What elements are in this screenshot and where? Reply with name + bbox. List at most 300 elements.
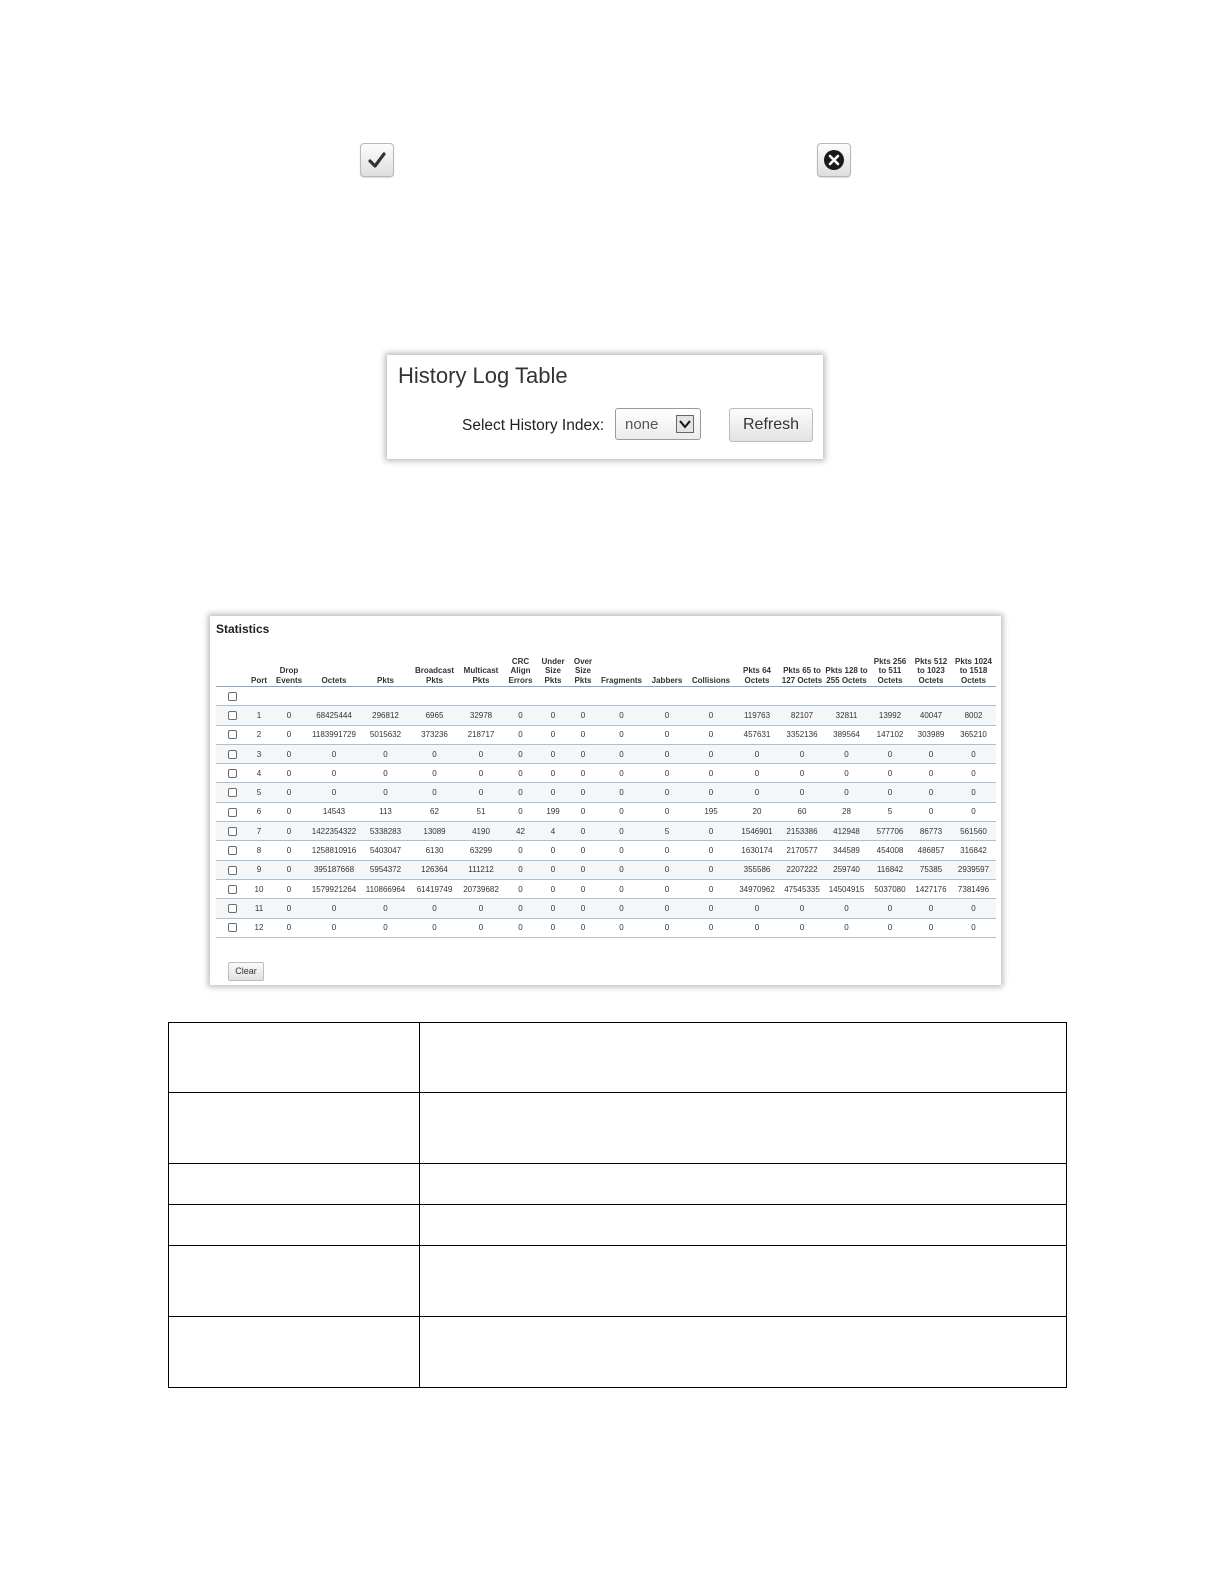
table-cell: 5 bbox=[646, 822, 688, 841]
table-cell: 0 bbox=[646, 706, 688, 725]
table-cell: 0 bbox=[951, 764, 996, 783]
table-cell: 2 bbox=[248, 725, 270, 744]
table-row bbox=[216, 860, 996, 879]
refresh-button[interactable]: Refresh bbox=[729, 408, 813, 442]
table-row bbox=[216, 744, 996, 763]
table-cell: 0 bbox=[504, 899, 537, 918]
table-cell: 0 bbox=[911, 764, 951, 783]
table-cell: 0 bbox=[308, 899, 360, 918]
column-header: Broadcast Pkts bbox=[411, 644, 458, 687]
table-row bbox=[216, 706, 996, 725]
row-checkbox[interactable] bbox=[228, 730, 237, 739]
table-cell: 0 bbox=[504, 744, 537, 763]
table-cell: 13089 bbox=[411, 822, 458, 841]
table-cell: 0 bbox=[569, 802, 597, 821]
close-circle-icon bbox=[823, 149, 845, 171]
table-cell: 0 bbox=[360, 783, 411, 802]
table-cell: 0 bbox=[734, 744, 780, 763]
table-cell: 82107 bbox=[780, 706, 824, 725]
table-cell: 0 bbox=[308, 764, 360, 783]
table-row bbox=[216, 687, 996, 706]
description-row bbox=[169, 1205, 1067, 1246]
table-cell: 0 bbox=[458, 744, 504, 763]
row-select-cell bbox=[216, 822, 248, 841]
table-cell: 0 bbox=[597, 822, 646, 841]
table-cell: 0 bbox=[646, 764, 688, 783]
table-cell: 0 bbox=[504, 879, 537, 898]
table-cell: 111212 bbox=[458, 860, 504, 879]
table-cell: 0 bbox=[646, 725, 688, 744]
table-cell: 0 bbox=[688, 783, 734, 802]
row-checkbox[interactable] bbox=[228, 923, 237, 932]
table-cell: 486857 bbox=[911, 841, 951, 860]
description-table bbox=[168, 1022, 1067, 1388]
table-cell: 9 bbox=[248, 860, 270, 879]
statistics-table bbox=[216, 644, 996, 938]
table-cell bbox=[308, 687, 360, 706]
table-cell: 0 bbox=[824, 918, 869, 937]
table-cell: 0 bbox=[537, 841, 569, 860]
table-cell: 0 bbox=[569, 725, 597, 744]
table-cell: 0 bbox=[270, 822, 308, 841]
row-select-cell bbox=[216, 744, 248, 763]
table-cell: 0 bbox=[569, 822, 597, 841]
table-cell: 0 bbox=[504, 841, 537, 860]
table-cell: 0 bbox=[911, 802, 951, 821]
row-checkbox[interactable] bbox=[228, 788, 237, 797]
chevron-down-icon[interactable] bbox=[676, 415, 694, 433]
table-cell: 0 bbox=[270, 841, 308, 860]
description-term-cell bbox=[169, 1246, 420, 1317]
table-cell: 4190 bbox=[458, 822, 504, 841]
description-text-cell bbox=[420, 1093, 1067, 1164]
table-cell: 0 bbox=[360, 899, 411, 918]
row-checkbox[interactable] bbox=[228, 769, 237, 778]
column-header: Jabbers bbox=[646, 644, 688, 687]
table-cell: 1422354322 bbox=[308, 822, 360, 841]
table-cell: 14504915 bbox=[824, 879, 869, 898]
column-header: Pkts 128 to 255 Octets bbox=[824, 644, 869, 687]
column-header bbox=[216, 644, 248, 687]
table-cell: 457631 bbox=[734, 725, 780, 744]
table-cell: 0 bbox=[537, 725, 569, 744]
description-text-cell bbox=[420, 1164, 1067, 1205]
table-cell: 0 bbox=[569, 860, 597, 879]
table-cell: 6965 bbox=[411, 706, 458, 725]
column-header: Pkts 1024 to 1518 Octets bbox=[951, 644, 996, 687]
table-cell: 0 bbox=[569, 879, 597, 898]
row-checkbox[interactable] bbox=[228, 866, 237, 875]
table-cell: 5338283 bbox=[360, 822, 411, 841]
close-button[interactable] bbox=[817, 143, 851, 177]
table-row bbox=[216, 899, 996, 918]
table-cell: 86773 bbox=[911, 822, 951, 841]
history-index-value: none bbox=[625, 416, 659, 433]
table-cell: 0 bbox=[951, 899, 996, 918]
table-cell: 0 bbox=[780, 744, 824, 763]
column-header: Pkts 256 to 511 Octets bbox=[869, 644, 911, 687]
table-cell: 2170577 bbox=[780, 841, 824, 860]
column-header: Under Size Pkts bbox=[537, 644, 569, 687]
table-cell: 51 bbox=[458, 802, 504, 821]
statistics-header-row bbox=[216, 644, 996, 687]
table-cell: 47545335 bbox=[780, 879, 824, 898]
row-select-cell bbox=[216, 802, 248, 821]
table-cell: 0 bbox=[504, 918, 537, 937]
table-cell: 0 bbox=[504, 783, 537, 802]
table-cell: 0 bbox=[458, 783, 504, 802]
statistics-title: Statistics bbox=[216, 622, 270, 636]
table-cell: 0 bbox=[597, 879, 646, 898]
table-cell: 0 bbox=[911, 899, 951, 918]
table-cell: 8002 bbox=[951, 706, 996, 725]
table-cell: 20739682 bbox=[458, 879, 504, 898]
table-cell: 147102 bbox=[869, 725, 911, 744]
description-term-cell bbox=[169, 1023, 420, 1093]
table-cell: 0 bbox=[824, 764, 869, 783]
table-cell: 0 bbox=[646, 918, 688, 937]
row-select-cell bbox=[216, 841, 248, 860]
table-cell: 0 bbox=[270, 764, 308, 783]
description-term-cell bbox=[169, 1093, 420, 1164]
table-cell: 0 bbox=[688, 860, 734, 879]
table-cell: 0 bbox=[734, 899, 780, 918]
table-cell: 195 bbox=[688, 802, 734, 821]
table-cell: 5037080 bbox=[869, 879, 911, 898]
column-header: Collisions bbox=[688, 644, 734, 687]
table-cell: 0 bbox=[537, 706, 569, 725]
table-cell: 0 bbox=[688, 744, 734, 763]
table-cell: 34970962 bbox=[734, 879, 780, 898]
table-cell: 0 bbox=[597, 725, 646, 744]
table-cell: 259740 bbox=[824, 860, 869, 879]
table-cell: 199 bbox=[537, 802, 569, 821]
table-row bbox=[216, 879, 996, 898]
history-index-select[interactable] bbox=[615, 408, 701, 440]
table-cell: 4 bbox=[248, 764, 270, 783]
table-cell: 0 bbox=[646, 879, 688, 898]
table-cell: 0 bbox=[360, 764, 411, 783]
column-header: Octets bbox=[308, 644, 360, 687]
column-header: Port bbox=[248, 644, 270, 687]
table-cell bbox=[951, 687, 996, 706]
table-cell: 0 bbox=[597, 860, 646, 879]
table-cell: 0 bbox=[537, 899, 569, 918]
table-cell: 13992 bbox=[869, 706, 911, 725]
row-checkbox[interactable] bbox=[228, 808, 237, 817]
table-cell: 68425444 bbox=[308, 706, 360, 725]
table-cell: 0 bbox=[569, 918, 597, 937]
column-header: Drop Events bbox=[270, 644, 308, 687]
table-cell: 0 bbox=[308, 783, 360, 802]
row-checkbox[interactable] bbox=[228, 750, 237, 759]
table-cell: 0 bbox=[411, 764, 458, 783]
table-cell: 1546901 bbox=[734, 822, 780, 841]
table-cell: 0 bbox=[780, 783, 824, 802]
table-cell: 1183991729 bbox=[308, 725, 360, 744]
column-header: Multicast Pkts bbox=[458, 644, 504, 687]
row-checkbox[interactable] bbox=[228, 711, 237, 720]
table-cell: 0 bbox=[597, 744, 646, 763]
row-select-cell bbox=[216, 860, 248, 879]
table-cell: 0 bbox=[270, 899, 308, 918]
table-cell: 4 bbox=[537, 822, 569, 841]
table-cell: 0 bbox=[569, 706, 597, 725]
table-cell: 0 bbox=[504, 725, 537, 744]
table-row bbox=[216, 841, 996, 860]
table-cell: 0 bbox=[646, 783, 688, 802]
table-cell: 110866964 bbox=[360, 879, 411, 898]
table-cell: 11 bbox=[248, 899, 270, 918]
table-cell: 62 bbox=[411, 802, 458, 821]
table-cell: 0 bbox=[734, 918, 780, 937]
table-cell: 0 bbox=[411, 783, 458, 802]
table-cell: 0 bbox=[688, 899, 734, 918]
table-cell: 0 bbox=[688, 879, 734, 898]
table-cell: 0 bbox=[360, 918, 411, 937]
column-header: CRC Align Errors bbox=[504, 644, 537, 687]
table-cell: 1579921264 bbox=[308, 879, 360, 898]
table-cell: 0 bbox=[270, 879, 308, 898]
table-cell: 0 bbox=[824, 783, 869, 802]
table-row bbox=[216, 802, 996, 821]
table-cell: 218717 bbox=[458, 725, 504, 744]
table-cell: 1630174 bbox=[734, 841, 780, 860]
table-cell: 3 bbox=[248, 744, 270, 763]
table-cell: 0 bbox=[537, 744, 569, 763]
table-cell: 389564 bbox=[824, 725, 869, 744]
table-cell: 0 bbox=[688, 841, 734, 860]
description-term-cell bbox=[169, 1164, 420, 1205]
table-cell bbox=[360, 687, 411, 706]
table-cell: 0 bbox=[597, 783, 646, 802]
row-checkbox[interactable] bbox=[228, 846, 237, 855]
table-cell: 0 bbox=[597, 764, 646, 783]
row-select-cell bbox=[216, 879, 248, 898]
table-cell: 1258810916 bbox=[308, 841, 360, 860]
table-cell bbox=[537, 687, 569, 706]
table-cell bbox=[411, 687, 458, 706]
table-cell: 296812 bbox=[360, 706, 411, 725]
table-cell bbox=[504, 687, 537, 706]
table-cell: 303989 bbox=[911, 725, 951, 744]
apply-button[interactable] bbox=[360, 143, 394, 177]
table-cell: 61419749 bbox=[411, 879, 458, 898]
table-cell: 0 bbox=[270, 706, 308, 725]
table-cell bbox=[646, 687, 688, 706]
table-cell: 0 bbox=[646, 860, 688, 879]
table-cell: 0 bbox=[308, 744, 360, 763]
table-cell bbox=[869, 687, 911, 706]
table-cell bbox=[824, 687, 869, 706]
table-cell: 0 bbox=[780, 764, 824, 783]
history-index-label: Select History Index: bbox=[462, 417, 605, 434]
table-cell: 0 bbox=[597, 802, 646, 821]
table-cell: 20 bbox=[734, 802, 780, 821]
table-cell: 0 bbox=[504, 706, 537, 725]
table-cell: 3352136 bbox=[780, 725, 824, 744]
table-cell: 0 bbox=[734, 783, 780, 802]
description-term-cell bbox=[169, 1317, 420, 1388]
table-cell: 5 bbox=[869, 802, 911, 821]
description-row bbox=[169, 1317, 1067, 1388]
table-cell: 6 bbox=[248, 802, 270, 821]
table-cell: 1 bbox=[248, 706, 270, 725]
table-row bbox=[216, 725, 996, 744]
column-header: Pkts 64 Octets bbox=[734, 644, 780, 687]
table-cell: 0 bbox=[688, 822, 734, 841]
table-cell: 0 bbox=[504, 860, 537, 879]
description-row bbox=[169, 1023, 1067, 1093]
table-cell: 0 bbox=[824, 899, 869, 918]
table-cell: 0 bbox=[597, 841, 646, 860]
column-header: Pkts 65 to 127 Octets bbox=[780, 644, 824, 687]
table-cell: 0 bbox=[688, 706, 734, 725]
table-cell: 412948 bbox=[824, 822, 869, 841]
table-cell: 5015632 bbox=[360, 725, 411, 744]
row-select-cell bbox=[216, 918, 248, 937]
table-cell: 344589 bbox=[824, 841, 869, 860]
table-cell: 0 bbox=[911, 744, 951, 763]
table-cell: 28 bbox=[824, 802, 869, 821]
table-row bbox=[216, 822, 996, 841]
table-cell: 0 bbox=[911, 783, 951, 802]
row-select-cell bbox=[216, 764, 248, 783]
table-cell: 0 bbox=[537, 764, 569, 783]
table-cell: 126364 bbox=[411, 860, 458, 879]
row-checkbox[interactable] bbox=[228, 692, 237, 701]
table-cell bbox=[270, 687, 308, 706]
table-cell: 0 bbox=[411, 918, 458, 937]
description-text-cell bbox=[420, 1205, 1067, 1246]
table-cell: 561560 bbox=[951, 822, 996, 841]
table-cell: 40047 bbox=[911, 706, 951, 725]
table-cell: 355586 bbox=[734, 860, 780, 879]
table-cell: 0 bbox=[569, 744, 597, 763]
table-cell: 7 bbox=[248, 822, 270, 841]
row-select-cell bbox=[216, 783, 248, 802]
table-cell: 0 bbox=[537, 918, 569, 937]
table-cell: 0 bbox=[869, 899, 911, 918]
row-checkbox[interactable] bbox=[228, 904, 237, 913]
description-row bbox=[169, 1164, 1067, 1205]
table-cell: 0 bbox=[270, 860, 308, 879]
table-cell: 373236 bbox=[411, 725, 458, 744]
table-cell: 0 bbox=[458, 764, 504, 783]
table-cell: 0 bbox=[869, 918, 911, 937]
table-cell: 0 bbox=[270, 783, 308, 802]
table-cell: 0 bbox=[270, 802, 308, 821]
table-cell: 0 bbox=[951, 802, 996, 821]
description-text-cell bbox=[420, 1246, 1067, 1317]
table-cell: 395187668 bbox=[308, 860, 360, 879]
checkmark-icon bbox=[366, 149, 388, 171]
description-term-cell bbox=[169, 1205, 420, 1246]
row-checkbox[interactable] bbox=[228, 885, 237, 894]
table-cell bbox=[780, 687, 824, 706]
table-cell: 0 bbox=[951, 783, 996, 802]
table-cell bbox=[734, 687, 780, 706]
description-row bbox=[169, 1246, 1067, 1317]
table-cell: 0 bbox=[569, 783, 597, 802]
table-cell bbox=[569, 687, 597, 706]
table-cell: 0 bbox=[270, 744, 308, 763]
table-cell: 6130 bbox=[411, 841, 458, 860]
table-cell: 63299 bbox=[458, 841, 504, 860]
table-row bbox=[216, 764, 996, 783]
history-log-title: History Log Table bbox=[398, 363, 568, 388]
table-cell: 0 bbox=[411, 744, 458, 763]
table-cell: 577706 bbox=[869, 822, 911, 841]
table-cell: 365210 bbox=[951, 725, 996, 744]
table-cell: 0 bbox=[360, 744, 411, 763]
table-cell: 119763 bbox=[734, 706, 780, 725]
column-header: Pkts bbox=[360, 644, 411, 687]
row-checkbox[interactable] bbox=[228, 827, 237, 836]
description-text-cell bbox=[420, 1023, 1067, 1093]
table-cell: 0 bbox=[597, 899, 646, 918]
table-cell: 0 bbox=[537, 783, 569, 802]
table-cell: 0 bbox=[569, 899, 597, 918]
table-cell: 0 bbox=[458, 918, 504, 937]
table-cell: 10 bbox=[248, 879, 270, 898]
history-log-panel bbox=[387, 355, 823, 459]
table-cell: 32978 bbox=[458, 706, 504, 725]
table-cell: 12 bbox=[248, 918, 270, 937]
table-cell: 0 bbox=[411, 899, 458, 918]
table-cell: 0 bbox=[597, 918, 646, 937]
table-cell: 0 bbox=[537, 860, 569, 879]
clear-button[interactable]: Clear bbox=[228, 962, 264, 981]
table-cell: 0 bbox=[646, 899, 688, 918]
table-cell: 0 bbox=[688, 725, 734, 744]
table-cell bbox=[597, 687, 646, 706]
column-header: Fragments bbox=[597, 644, 646, 687]
table-cell: 0 bbox=[458, 899, 504, 918]
table-cell: 60 bbox=[780, 802, 824, 821]
table-cell: 0 bbox=[869, 764, 911, 783]
table-cell: 2939597 bbox=[951, 860, 996, 879]
column-header: Pkts 512 to 1023 Octets bbox=[911, 644, 951, 687]
table-cell bbox=[688, 687, 734, 706]
table-row bbox=[216, 783, 996, 802]
table-cell: 5954372 bbox=[360, 860, 411, 879]
table-cell: 0 bbox=[869, 783, 911, 802]
table-cell: 0 bbox=[569, 764, 597, 783]
table-cell: 0 bbox=[734, 764, 780, 783]
description-text-cell bbox=[420, 1317, 1067, 1388]
table-cell: 0 bbox=[951, 918, 996, 937]
table-cell bbox=[248, 687, 270, 706]
table-cell: 0 bbox=[308, 918, 360, 937]
table-cell: 5403047 bbox=[360, 841, 411, 860]
table-cell: 0 bbox=[270, 918, 308, 937]
table-cell: 0 bbox=[824, 744, 869, 763]
table-cell: 0 bbox=[911, 918, 951, 937]
table-cell: 0 bbox=[597, 706, 646, 725]
table-row bbox=[216, 918, 996, 937]
table-cell: 0 bbox=[646, 841, 688, 860]
table-cell: 1427176 bbox=[911, 879, 951, 898]
table-cell: 0 bbox=[688, 918, 734, 937]
table-cell: 0 bbox=[780, 918, 824, 937]
table-cell: 2153386 bbox=[780, 822, 824, 841]
row-select-cell bbox=[216, 725, 248, 744]
table-cell: 0 bbox=[646, 802, 688, 821]
table-cell: 0 bbox=[270, 725, 308, 744]
table-cell: 32811 bbox=[824, 706, 869, 725]
table-cell: 0 bbox=[537, 879, 569, 898]
